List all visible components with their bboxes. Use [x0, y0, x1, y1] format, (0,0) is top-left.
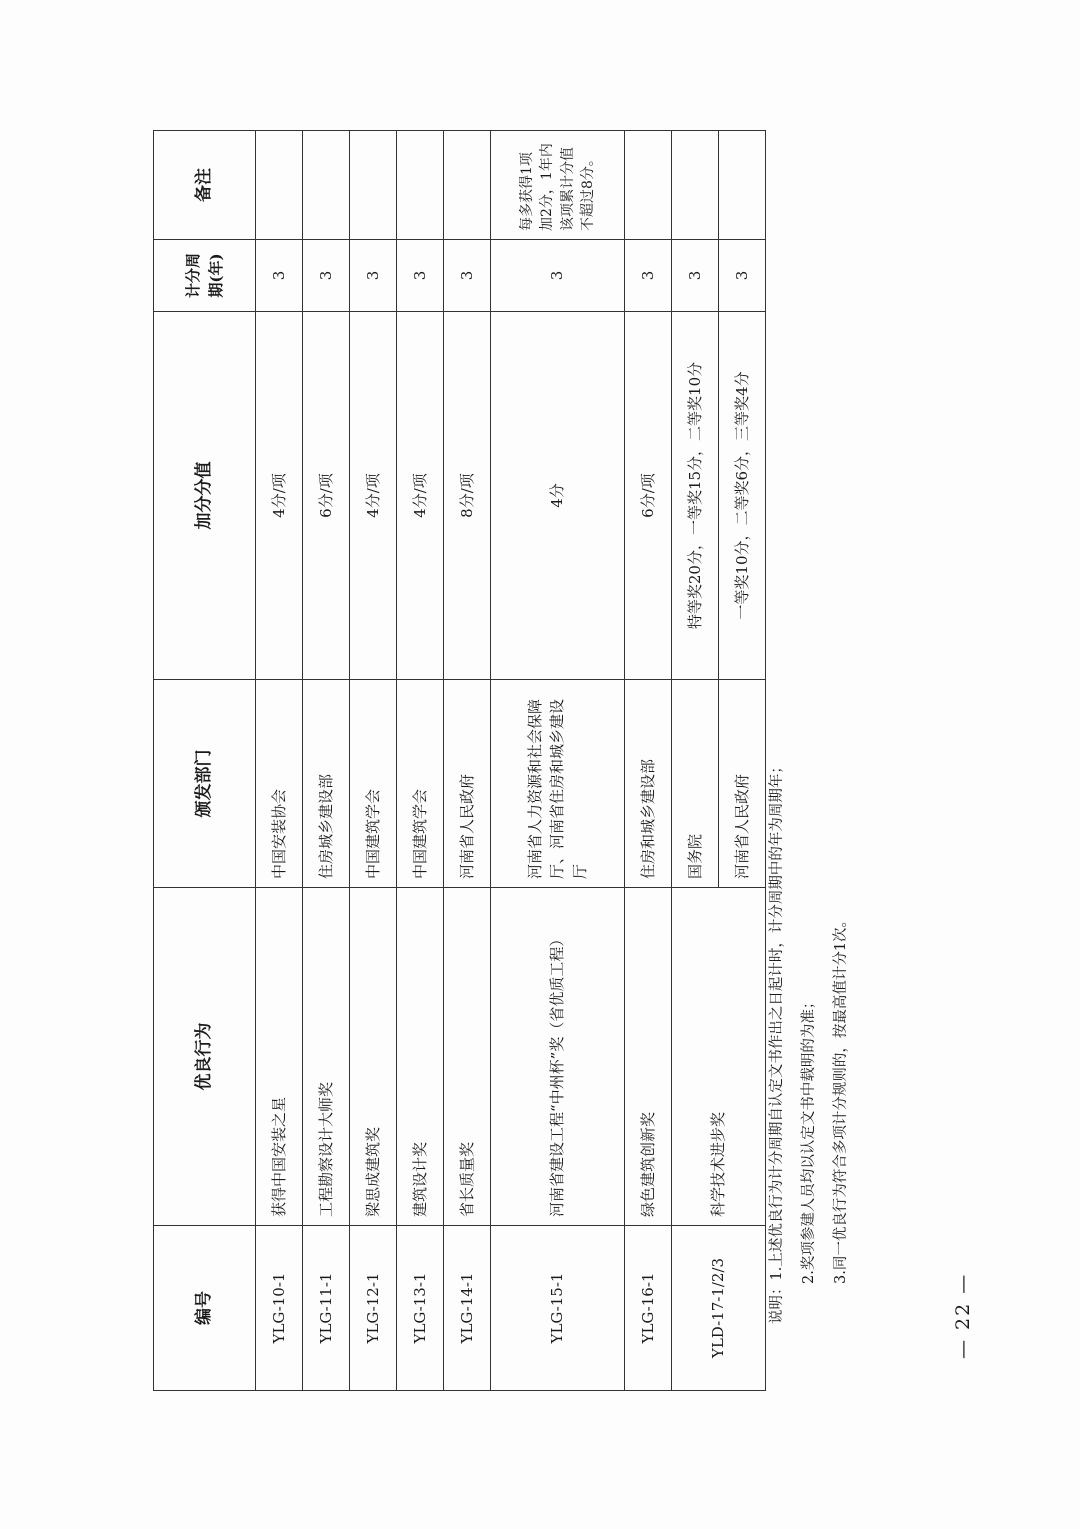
table-header-row	[154, 131, 256, 1391]
cell-issuer: 中国建筑学会	[350, 680, 397, 888]
header-cycle: 计分周期(年)	[154, 240, 256, 312]
cell-remarks	[397, 131, 444, 240]
cell-behavior: 梁思成建筑奖	[350, 888, 397, 1226]
awards-table	[153, 130, 766, 1391]
cell-remarks	[256, 131, 303, 240]
cell-issuer: 中国建筑学会	[397, 680, 444, 888]
cell-behavior: 获得中国安装之星	[256, 888, 303, 1226]
table-row	[303, 131, 350, 1391]
table-row	[625, 131, 672, 1391]
header-points: 加分分值	[154, 312, 256, 680]
cell-issuer: 中国安装协会	[256, 680, 303, 888]
cell-points: 6分/项	[303, 312, 350, 680]
cell-remarks	[719, 131, 766, 240]
header-issuer: 颁发部门	[154, 680, 256, 888]
cell-cycle: 3	[397, 240, 444, 312]
cell-remarks	[625, 131, 672, 240]
cell-behavior: 绿色建筑创新奖	[625, 888, 672, 1226]
cell-points: 特等奖20分，一等奖15分，二等奖10分	[672, 312, 719, 680]
table-row	[672, 131, 719, 1391]
cell-code: YLG-10-1	[256, 1226, 303, 1391]
cell-cycle: 3	[672, 240, 719, 312]
cell-issuer: 住房城乡建设部	[303, 680, 350, 888]
cell-cycle: 3	[303, 240, 350, 312]
table-row	[256, 131, 303, 1391]
cell-issuer: 河南省人力资源和社会保障厅、河南省住房和城乡建设厅	[491, 680, 625, 888]
cell-issuer: 河南省人民政府	[719, 680, 766, 888]
cell-code: YLG-11-1	[303, 1226, 350, 1391]
cell-points: 6分/项	[625, 312, 672, 680]
cell-cycle: 3	[256, 240, 303, 312]
header-remarks: 备注	[154, 131, 256, 240]
cell-code: YLG-14-1	[444, 1226, 491, 1391]
header-behavior: 优良行为	[154, 888, 256, 1226]
cell-remarks	[672, 131, 719, 240]
cell-remarks	[350, 131, 397, 240]
cell-remarks: 每多获得1项加2分，1年内该项累计分值不超过8分。	[491, 131, 625, 240]
note-line-3: 3.同一优良行为符合多项计分规则的，按最高值计分1次。	[832, 912, 849, 1284]
table-row	[350, 131, 397, 1391]
cell-code: YLG-16-1	[625, 1226, 672, 1391]
cell-issuer: 国务院	[672, 680, 719, 888]
cell-cycle: 3	[719, 240, 766, 312]
cell-points: 8分/项	[444, 312, 491, 680]
cell-remarks	[444, 131, 491, 240]
cell-code: YLG-13-1	[397, 1226, 444, 1391]
cell-behavior: 省长质量奖	[444, 888, 491, 1226]
cell-points: 4分/项	[350, 312, 397, 680]
cell-points: 一等奖10分，二等奖6分，三等奖4分	[719, 312, 766, 680]
cell-points: 4分/项	[397, 312, 444, 680]
cell-behavior: 河南省建设工程“中州杯”奖（省优质工程）	[491, 888, 625, 1226]
note-line-2: 2.奖项参建人员均以认定文书中载明的为准；	[800, 994, 817, 1284]
notes-section	[768, 124, 864, 1324]
cell-behavior: 建筑设计奖	[397, 888, 444, 1226]
cell-points: 4分/项	[256, 312, 303, 680]
cell-code: YLD-17-1/2/3	[672, 1226, 766, 1391]
note-line-1: 说明：1.上述优良行为计分周期自认定文书作出之日起计时，计分周期中的年为周期年；	[769, 759, 785, 1324]
cell-points: 4分	[491, 312, 625, 680]
cell-remarks	[303, 131, 350, 240]
cell-issuer: 住房和城乡建设部	[625, 680, 672, 888]
table-row	[444, 131, 491, 1391]
cell-behavior: 工程勘察设计大师奖	[303, 888, 350, 1226]
page-number: — 22 —	[952, 1272, 974, 1359]
cell-issuer: 河南省人民政府	[444, 680, 491, 888]
table-row	[397, 131, 444, 1391]
cell-cycle: 3	[491, 240, 625, 312]
header-code: 编号	[154, 1226, 256, 1391]
cell-cycle: 3	[625, 240, 672, 312]
cell-code: YLG-12-1	[350, 1226, 397, 1391]
cell-code: YLG-15-1	[491, 1226, 625, 1391]
cell-cycle: 3	[444, 240, 491, 312]
table-row	[491, 131, 625, 1391]
cell-behavior: 科学技术进步奖	[672, 888, 766, 1226]
cell-cycle: 3	[350, 240, 397, 312]
